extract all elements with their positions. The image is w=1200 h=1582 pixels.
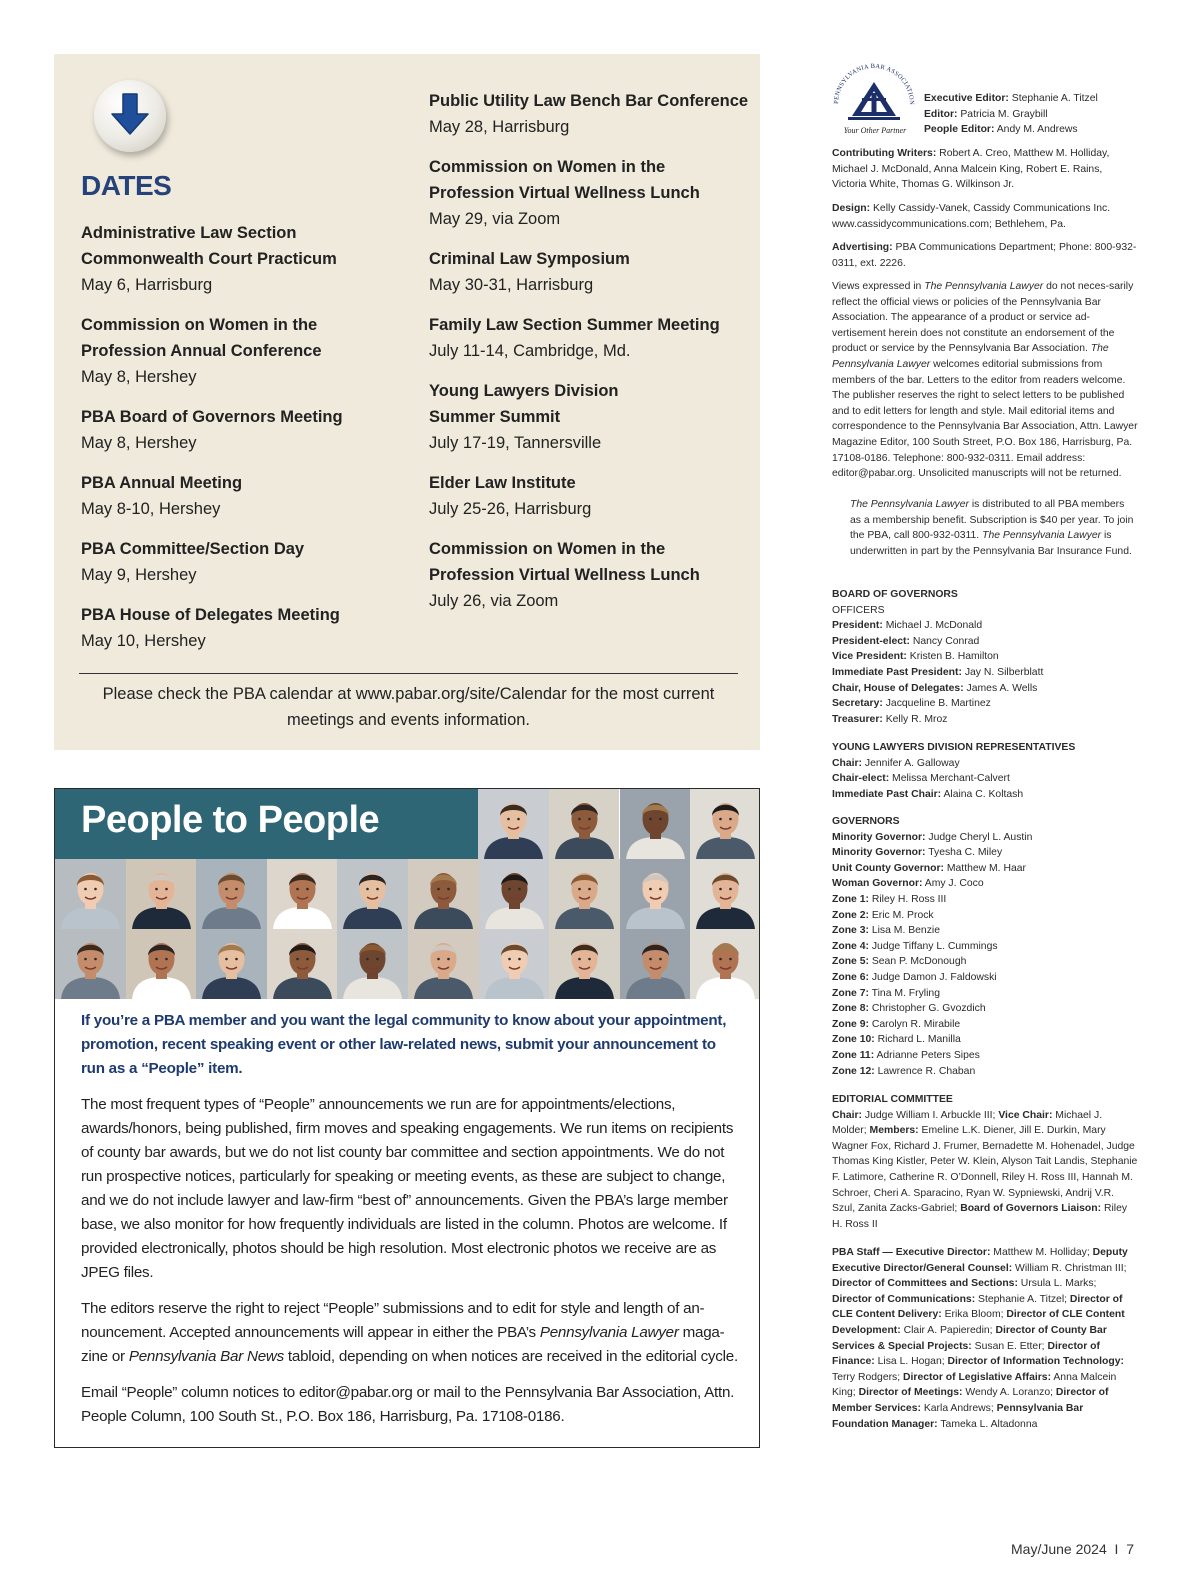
roster-line: Zone 4: Judge Tiffany L. Cummings	[832, 940, 998, 952]
roster-line: Zone 3: Lisa M. Benzie	[832, 925, 940, 937]
roster-line: Zone 7: Tina M. Fryling	[832, 987, 940, 999]
board-of-governors: BOARD OF GOVERNORS OFFICERS President: Michael J. McDonald President-elect: Nancy Conrad Vice President: Kristen B. Hamilton Immediate Past President: Jay N. Silberblatt Chair, House of Delegates: James A. Wells Secretary: Jacqueline B. Martinez Treasurer: Kelly R. Mroz	[832, 587, 1138, 727]
yld-representatives: YOUNG LAWYERS DIVISION REPRESENTATIVES Chair: Jennifer A. Galloway Chair-elect: Melissa Merchant-Calvert Immediate Past Chair: Alaina C. Koltash	[832, 740, 1138, 802]
roster-line: Zone 5: Sean P. McDonough	[832, 956, 967, 968]
roster-line: Treasurer: Kelly R. Mroz	[832, 713, 948, 725]
portrait-photo	[408, 929, 479, 999]
portrait-photo	[126, 929, 197, 999]
dates-left-column	[81, 220, 401, 668]
event-item	[429, 88, 749, 140]
event-date-location: July 11-14, Cambridge, Md.	[429, 342, 631, 360]
people-paragraph-3: Email “People” column notices to editor@pabar.org or mail to the Pennsylvania Bar Association, Attn. People Column, 100 South St., P.O. Box 186, Harrisburg, Pa. 17108-0186.	[81, 1384, 735, 1425]
event-item	[429, 470, 749, 522]
event-item	[429, 536, 749, 614]
event-title: Family Law Section Summer Meeting	[429, 316, 720, 334]
roster-line: Immediate Past President: Jay N. Silberblatt	[832, 666, 1044, 678]
event-date-location: May 9, Hershey	[81, 566, 197, 584]
people-title: People to People	[81, 799, 380, 841]
event-date-location: July 26, via Zoom	[429, 592, 559, 610]
roster-line: Zone 10: Richard L. Manilla	[832, 1034, 961, 1046]
portrait-photo	[337, 859, 408, 929]
event-date-location: May 8-10, Hershey	[81, 500, 221, 518]
logo-tagline: Your Other Partner	[843, 126, 907, 135]
event-item	[81, 470, 401, 522]
portrait-photo	[267, 859, 338, 929]
roster-line: Chair, House of Delegates: James A. Wells	[832, 682, 1038, 694]
roster-line: Minority Governor: Tyesha C. Miley	[832, 847, 1003, 859]
event-date-location: May 6, Harrisburg	[81, 276, 213, 294]
governors-list	[832, 830, 1138, 1080]
portrait-photo	[549, 789, 620, 859]
views-disclaimer: Views expressed in The Pennsylvania Lawyer do not neces-sarily reflect the official views or policies of the Pennsylvania Bar Association. The appearance of a product or service ad-vertisement herein does not constitute an endorsement of the product or service by the Pennsylvania Bar Association. The Pennsylvania Lawyer welcomes editorial submissions from members of the bar. Letters to the editor from readers welcome. The publisher reserves the right to select letters to be published and to edit letters for length and style. Mail editorial items and correspondence to the Pennsylvania Bar Association, Attn. Lawyer Magazine Editor, 100 South Street, P.O. Box 186, Harrisburg, Pa. 17108-0186. Telephone: 800-932-0311. Email address: editor@pabar.org. Unsolicited manuscripts will not be returned.	[832, 281, 1138, 480]
roster-line: Secretary: Jacqueline B. Martinez	[832, 698, 991, 710]
dates-divider	[79, 673, 738, 674]
portrait-photo	[620, 789, 691, 859]
roster-line: Chair-elect: Melissa Merchant-Calvert	[832, 773, 1010, 785]
event-date-location: May 30-31, Harrisburg	[429, 276, 594, 294]
roster-line: Zone 6: Judge Damon J. Faldowski	[832, 971, 997, 983]
event-item	[81, 602, 401, 654]
people-paragraph-1: The most frequent types of “People” announcements we run are for appointments/elections, awards/honors, being published, firm moves and speaking engagements. We run items on recipients of county bar awards, but we do not list county bar committee and section appointments. We do not run prospective notices, particularly for speaking or meeting events, as these are subject to change, and we do not include lawyer and law-firm “best of” announcements. Given the PBA’s large member base, we also monitor for how frequently individuals are listed in the column. Photos are welcome. If provided electronically, photos should be high resolution. Most electronic photos we receive are as JPEG files.	[81, 1096, 734, 1281]
portrait-photo	[55, 859, 126, 929]
event-item	[429, 246, 749, 298]
roster-line: Chair: Jennifer A. Galloway	[832, 757, 960, 769]
roster-line: Zone 1: Riley H. Ross III	[832, 893, 947, 905]
dates-right-column	[429, 88, 749, 628]
calendar-note-line1: Please check the PBA calendar at www.pabar.org/site/Calendar for the most current	[102, 685, 715, 703]
portrait-photo	[549, 859, 620, 929]
portrait-photo	[478, 789, 549, 859]
logo-arc-text: PENNSYLVANIA BAR ASSOCIATION	[832, 62, 916, 106]
event-item	[429, 378, 749, 456]
governors: GOVERNORS Minority Governor: Judge Cheryl L. Austin Minority Governor: Tyesha C. Miley Unit County Governor: Matthew M. Haar Woman Governor: Amy J. Coco Zone 1: Riley H. Ross III Zone 2: Eric M. Prock Zone 3: Lisa M. Benzie Zone 4: Judge Tiffany L. Cummings Zone 5: Sean P. McDonough Zone 6: Judge Damon J. Faldowski Zone 7: Tina M. Fryling Zone 8: Christopher G. Gvozdich Zone 9: Carolyn R. Mirabile Zone 10: Richard L. Manilla Zone 11: Adrianne Peters Sipes Zone 12: Lawrence R. Chaban	[832, 814, 1138, 1079]
people-to-people-box	[54, 788, 760, 1448]
page-footer	[1011, 1541, 1134, 1557]
event-title: Commission on Women in the	[429, 540, 666, 558]
event-title-line2: Profession Virtual Wellness Lunch	[429, 184, 700, 202]
people-paragraph-2: The editors reserve the right to reject “People” submissions and to edit for style and length of an-nouncement. Accepted announcements will appear in either the PBA’s Pennsylvania Lawyer maga-zine or Pennsylvania Bar News tabloid, depending on when notices are received in the editorial cycle.	[81, 1300, 738, 1365]
page-number: 7	[1126, 1541, 1134, 1557]
calendar-note	[79, 681, 738, 733]
roster-line: Zone 2: Eric M. Prock	[832, 909, 934, 921]
event-title: PBA House of Delegates Meeting	[81, 606, 340, 624]
issue-date: May/June 2024	[1011, 1541, 1107, 1557]
portrait-photo	[479, 929, 550, 999]
event-item	[81, 404, 401, 456]
footer-separator: I	[1114, 1541, 1119, 1557]
people-banner	[55, 789, 478, 859]
event-item	[81, 220, 401, 298]
portrait-photo	[690, 929, 760, 999]
dates-panel	[54, 54, 760, 750]
event-item	[81, 312, 401, 390]
roster-line: President: Michael J. McDonald	[832, 620, 983, 632]
people-lead-paragraph: If you’re a PBA member and you want the legal community to know about your appointment, promotion, recent speaking event or other law-related news, submit your announcement to run as a “People” item.	[81, 1012, 727, 1077]
event-date-location: May 28, Harrisburg	[429, 118, 570, 136]
event-title-line2: Profession Annual Conference	[81, 342, 322, 360]
officers-list	[832, 618, 1138, 727]
roster-line: Zone 9: Carolyn R. Mirabile	[832, 1018, 961, 1030]
down-arrow-icon	[94, 80, 166, 152]
portrait-photo	[196, 929, 267, 999]
editors-list: Executive Editor: Stephanie A. Titzel Editor: Patricia M. Graybill People Editor: Andy M. Andrews	[924, 93, 1098, 136]
roster-line: Immediate Past Chair: Alaina C. Koltash	[832, 788, 1024, 800]
roster-line: Zone 12: Lawrence R. Chaban	[832, 1065, 976, 1077]
roster-line: Vice President: Kristen B. Hamilton	[832, 651, 999, 663]
advertising-credit: Advertising: PBA Communications Department; Phone: 800-932-0311, ext. 2226.	[832, 242, 1137, 269]
portrait-photo	[267, 929, 338, 999]
contributing-writers: Contributing Writers: Robert A. Creo, Matthew M. Holliday, Michael J. McDonald, Anna Malcein King, Robert E. Rains, Victoria White, Thomas G. Wilkinson Jr.	[832, 148, 1110, 191]
portrait-photo	[620, 929, 691, 999]
portrait-photo	[126, 859, 197, 929]
distribution-note: The Pennsylvania Lawyer is distributed to all PBA members as a membership benefit. Subscription is $40 per year. To join the PBA, call 800-932-0311. The Pennsylvania Lawyer is underwritten in part by the Pennsylvania Bar Insurance Fund.	[850, 499, 1134, 557]
event-title: Commission on Women in the	[81, 316, 318, 334]
event-title: Administrative Law Section	[81, 224, 297, 242]
portrait-photo	[408, 859, 479, 929]
event-title: Commission on Women in the	[429, 158, 666, 176]
event-title: PBA Committee/Section Day	[81, 540, 305, 558]
event-date-location: July 25-26, Harrisburg	[429, 500, 592, 518]
roster-line: Zone 11: Adrianne Peters Sipes	[832, 1049, 980, 1061]
portrait-photo	[337, 929, 408, 999]
pba-staff: PBA Staff — Executive Director: Matthew M. Holliday; Deputy Executive Director/General Counsel: William R. Christman III; Director of Committees and Sections: Ursula L. Marks; Director of Communications: Stephanie A. Titzel; Director of CLE Content Delivery: Erika Bloom; Director of CLE Content Development: Clair A. Papieredin; Director of County Bar Services & Special Projects: Susan E. Etter; Director of Finance: Lisa L. Hogan; Director of Information Technology: Terry Rodgers; Director of Legislative Affairs: Anna Malcein King; Director of Meetings: Wendy A. Loranzo; Director of Member Services: Karla Andrews; Pennsylvania Bar Foundation Manager: Tameka L. Altadonna	[832, 1247, 1128, 1430]
portrait-photo	[620, 859, 691, 929]
portrait-photo	[549, 929, 620, 999]
pba-logo	[832, 60, 916, 140]
event-title-line2: Commonwealth Court Practicum	[81, 250, 337, 268]
portrait-photo	[55, 929, 126, 999]
event-date-location: May 29, via Zoom	[429, 210, 561, 228]
portrait-photo	[690, 859, 760, 929]
roster-line: Woman Governor: Amy J. Coco	[832, 878, 984, 890]
editorial-committee: EDITORIAL COMMITTEE Chair: Judge William I. Arbuckle III; Vice Chair: Michael J. Molder; Members: Emeline L.K. Diener, Jill E. Durkin, Mary Wagner Fox, Richard J. Frumer, Bernadette M. Hohenadel, Judge Thomas King Kistler, Peter W. Klein, Alyson Tait Landis, Stephanie F. Latimore, Catherine R. O’Donnell, Riley H. Ross III, Hannah M. Schroer, Cheri A. Sparacino, Ryan W. Sypniewski, Andrij V.R. Szul, Zanita Zacks-Gabriel; Board of Governors Liaison: Riley H. Ross II	[832, 1094, 1138, 1230]
roster-line: Minority Governor: Judge Cheryl L. Austin	[832, 831, 1033, 843]
portrait-photo	[196, 859, 267, 929]
event-title: Criminal Law Symposium	[429, 250, 630, 268]
event-title: PBA Board of Governors Meeting	[81, 408, 343, 426]
event-title: Young Lawyers Division	[429, 382, 619, 400]
event-date-location: May 8, Hershey	[81, 368, 197, 386]
event-title: PBA Annual Meeting	[81, 474, 243, 492]
event-title-line2: Summer Summit	[429, 408, 561, 426]
design-credit: Design: Kelly Cassidy-Vanek, Cassidy Communications Inc. www.cassidycommunications.com; Bethlehem, Pa.	[832, 203, 1111, 230]
event-title-line2: Profession Virtual Wellness Lunch	[429, 566, 700, 584]
event-item	[81, 536, 401, 588]
event-date-location: May 10, Hershey	[81, 632, 206, 650]
calendar-note-line2: meetings and events information.	[286, 711, 531, 729]
roster-line: Zone 8: Christopher G. Gvozdich	[832, 1003, 986, 1015]
event-item	[429, 154, 749, 232]
event-date-location: July 17-19, Tannersville	[429, 434, 602, 452]
dates-heading: DATES	[81, 170, 172, 201]
event-title: Public Utility Law Bench Bar Conference	[429, 92, 749, 110]
portrait-photo	[479, 859, 550, 929]
yld-list	[832, 756, 1138, 803]
event-title: Elder Law Institute	[429, 474, 576, 492]
roster-line: President-elect: Nancy Conrad	[832, 635, 980, 647]
portrait-photo	[690, 789, 760, 859]
event-date-location: May 8, Hershey	[81, 434, 197, 452]
roster-line: Unit County Governor: Matthew M. Haar	[832, 862, 1026, 874]
event-item	[429, 312, 749, 364]
